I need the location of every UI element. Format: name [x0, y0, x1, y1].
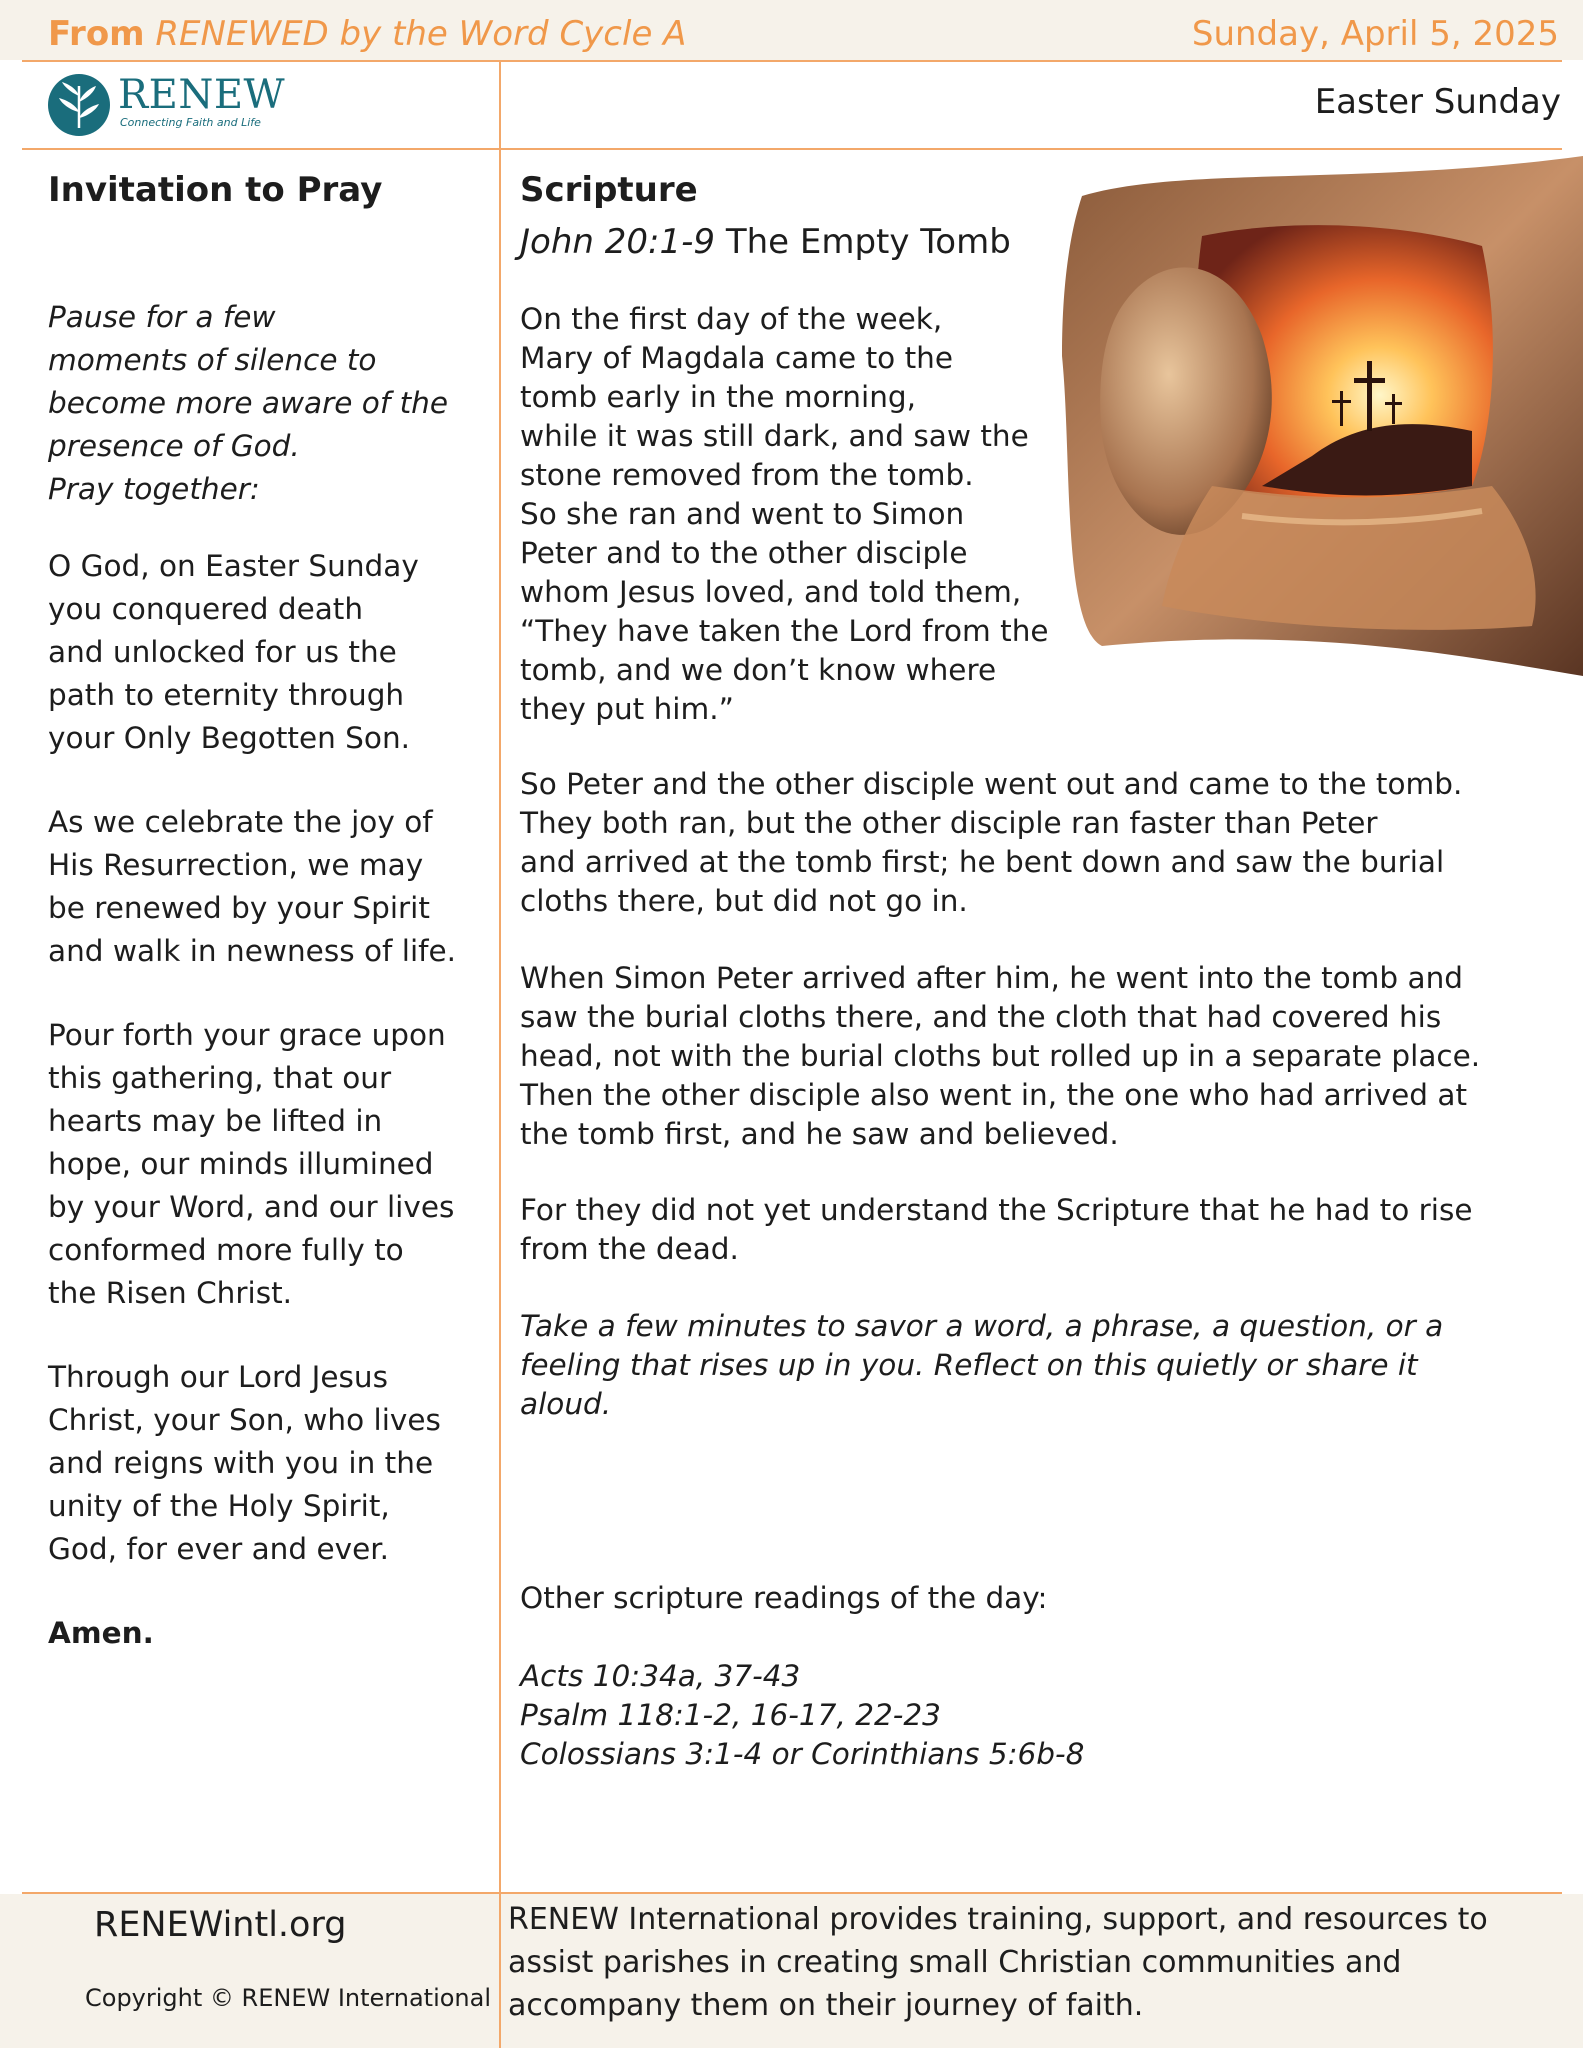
scripture-paragraph: On the first day of the week, Mary of Magdala came to the tomb early in the morning, while it was still dark, and saw the stone removed from the tomb. So she ran and went to Simon Peter and to the other disciple whom Jesus loved, and told them, “They have taken the Lord from the tomb, and we don’t know where they put him.”: [520, 302, 1049, 726]
other-readings-label: Other scripture readings of the day:: [520, 1581, 1048, 1615]
scripture-heading: Scripture: [520, 170, 698, 210]
prayer-instruction: Pause for a few moments of silence to become more aware of the presence of God. Pray together:: [48, 300, 449, 506]
logo-leaf-icon: [46, 72, 112, 138]
invitation-heading: Invitation to Pray: [48, 170, 383, 210]
source-title: From RENEWED by the Word Cycle A: [48, 14, 687, 54]
scripture-paragraph: So Peter and the other disciple went out and came to the tomb. They both ran, but the other disciple ran faster than Peter and arrived at the tomb first; he bent down and saw the burial cloths there, but did not go in.: [520, 767, 1463, 918]
divider: [22, 60, 1562, 62]
about-blurb: RENEW International provides training, support, and resources to assist parishes in creating small Christian communities and accompany them on their journey of faith.: [508, 1902, 1488, 2023]
prayer-paragraph: Pour forth your grace upon this gathering, that our hearts may be lifted in hope, our minds illumined by your Word, and our lives conformed more fully to the Risen Christ.: [48, 1018, 455, 1310]
prayer-paragraph: Through our Lord Jesus Christ, your Son, who lives and reigns with you in the unity of the Holy Spirit, God, for ever and ever.: [48, 1360, 441, 1566]
reflection-prompt: Take a few minutes to savor a word, a phrase, a question, or a feeling that rises up in you. Reflect on this quietly or share it aloud.: [520, 1309, 1444, 1421]
scripture-paragraph: For they did not yet understand the Scripture that he had to rise from the dead.: [520, 1193, 1473, 1266]
scripture-reference: John 20:1-9 The Empty Tomb: [520, 222, 1011, 262]
logo-tagline: Connecting Faith and Life: [120, 116, 261, 129]
website-link[interactable]: RENEWintl.org: [94, 1905, 347, 1945]
feast-title: Easter Sunday: [1314, 82, 1561, 122]
date: Sunday, April 5, 2025: [1191, 14, 1559, 54]
copyright: Copyright © RENEW International: [85, 1984, 492, 2012]
divider: [22, 148, 1562, 150]
logo-wordmark: RENEW: [118, 72, 286, 118]
empty-tomb-image: [1062, 156, 1583, 676]
prayer-paragraph: O God, on Easter Sunday you conquered death and unlocked for us the path to eternity through your Only Begotten Son.: [48, 549, 419, 755]
prayer-paragraph: As we celebrate the joy of His Resurrection, we may be renewed by your Spirit and walk in newness of life.: [48, 805, 457, 968]
renew-logo: [46, 70, 286, 140]
other-readings-list: Acts 10:34a, 37-43 Psalm 118:1-2, 16-17, 22-23 Colossians 3:1-4 or Corinthians 5:6b-8: [520, 1659, 1085, 1771]
column-divider: [499, 1892, 501, 2048]
divider: [22, 1892, 1562, 1894]
scripture-paragraph: When Simon Peter arrived after him, he went into the tomb and saw the burial cloths there, and the cloth that had covered his head, not with the burial cloths but rolled up in a separate place. Then the other disciple also went in, the one who had arrived at the tomb first, and he saw and believed.: [520, 961, 1481, 1151]
column-divider: [499, 60, 501, 2048]
amen: Amen.: [48, 1616, 154, 1650]
